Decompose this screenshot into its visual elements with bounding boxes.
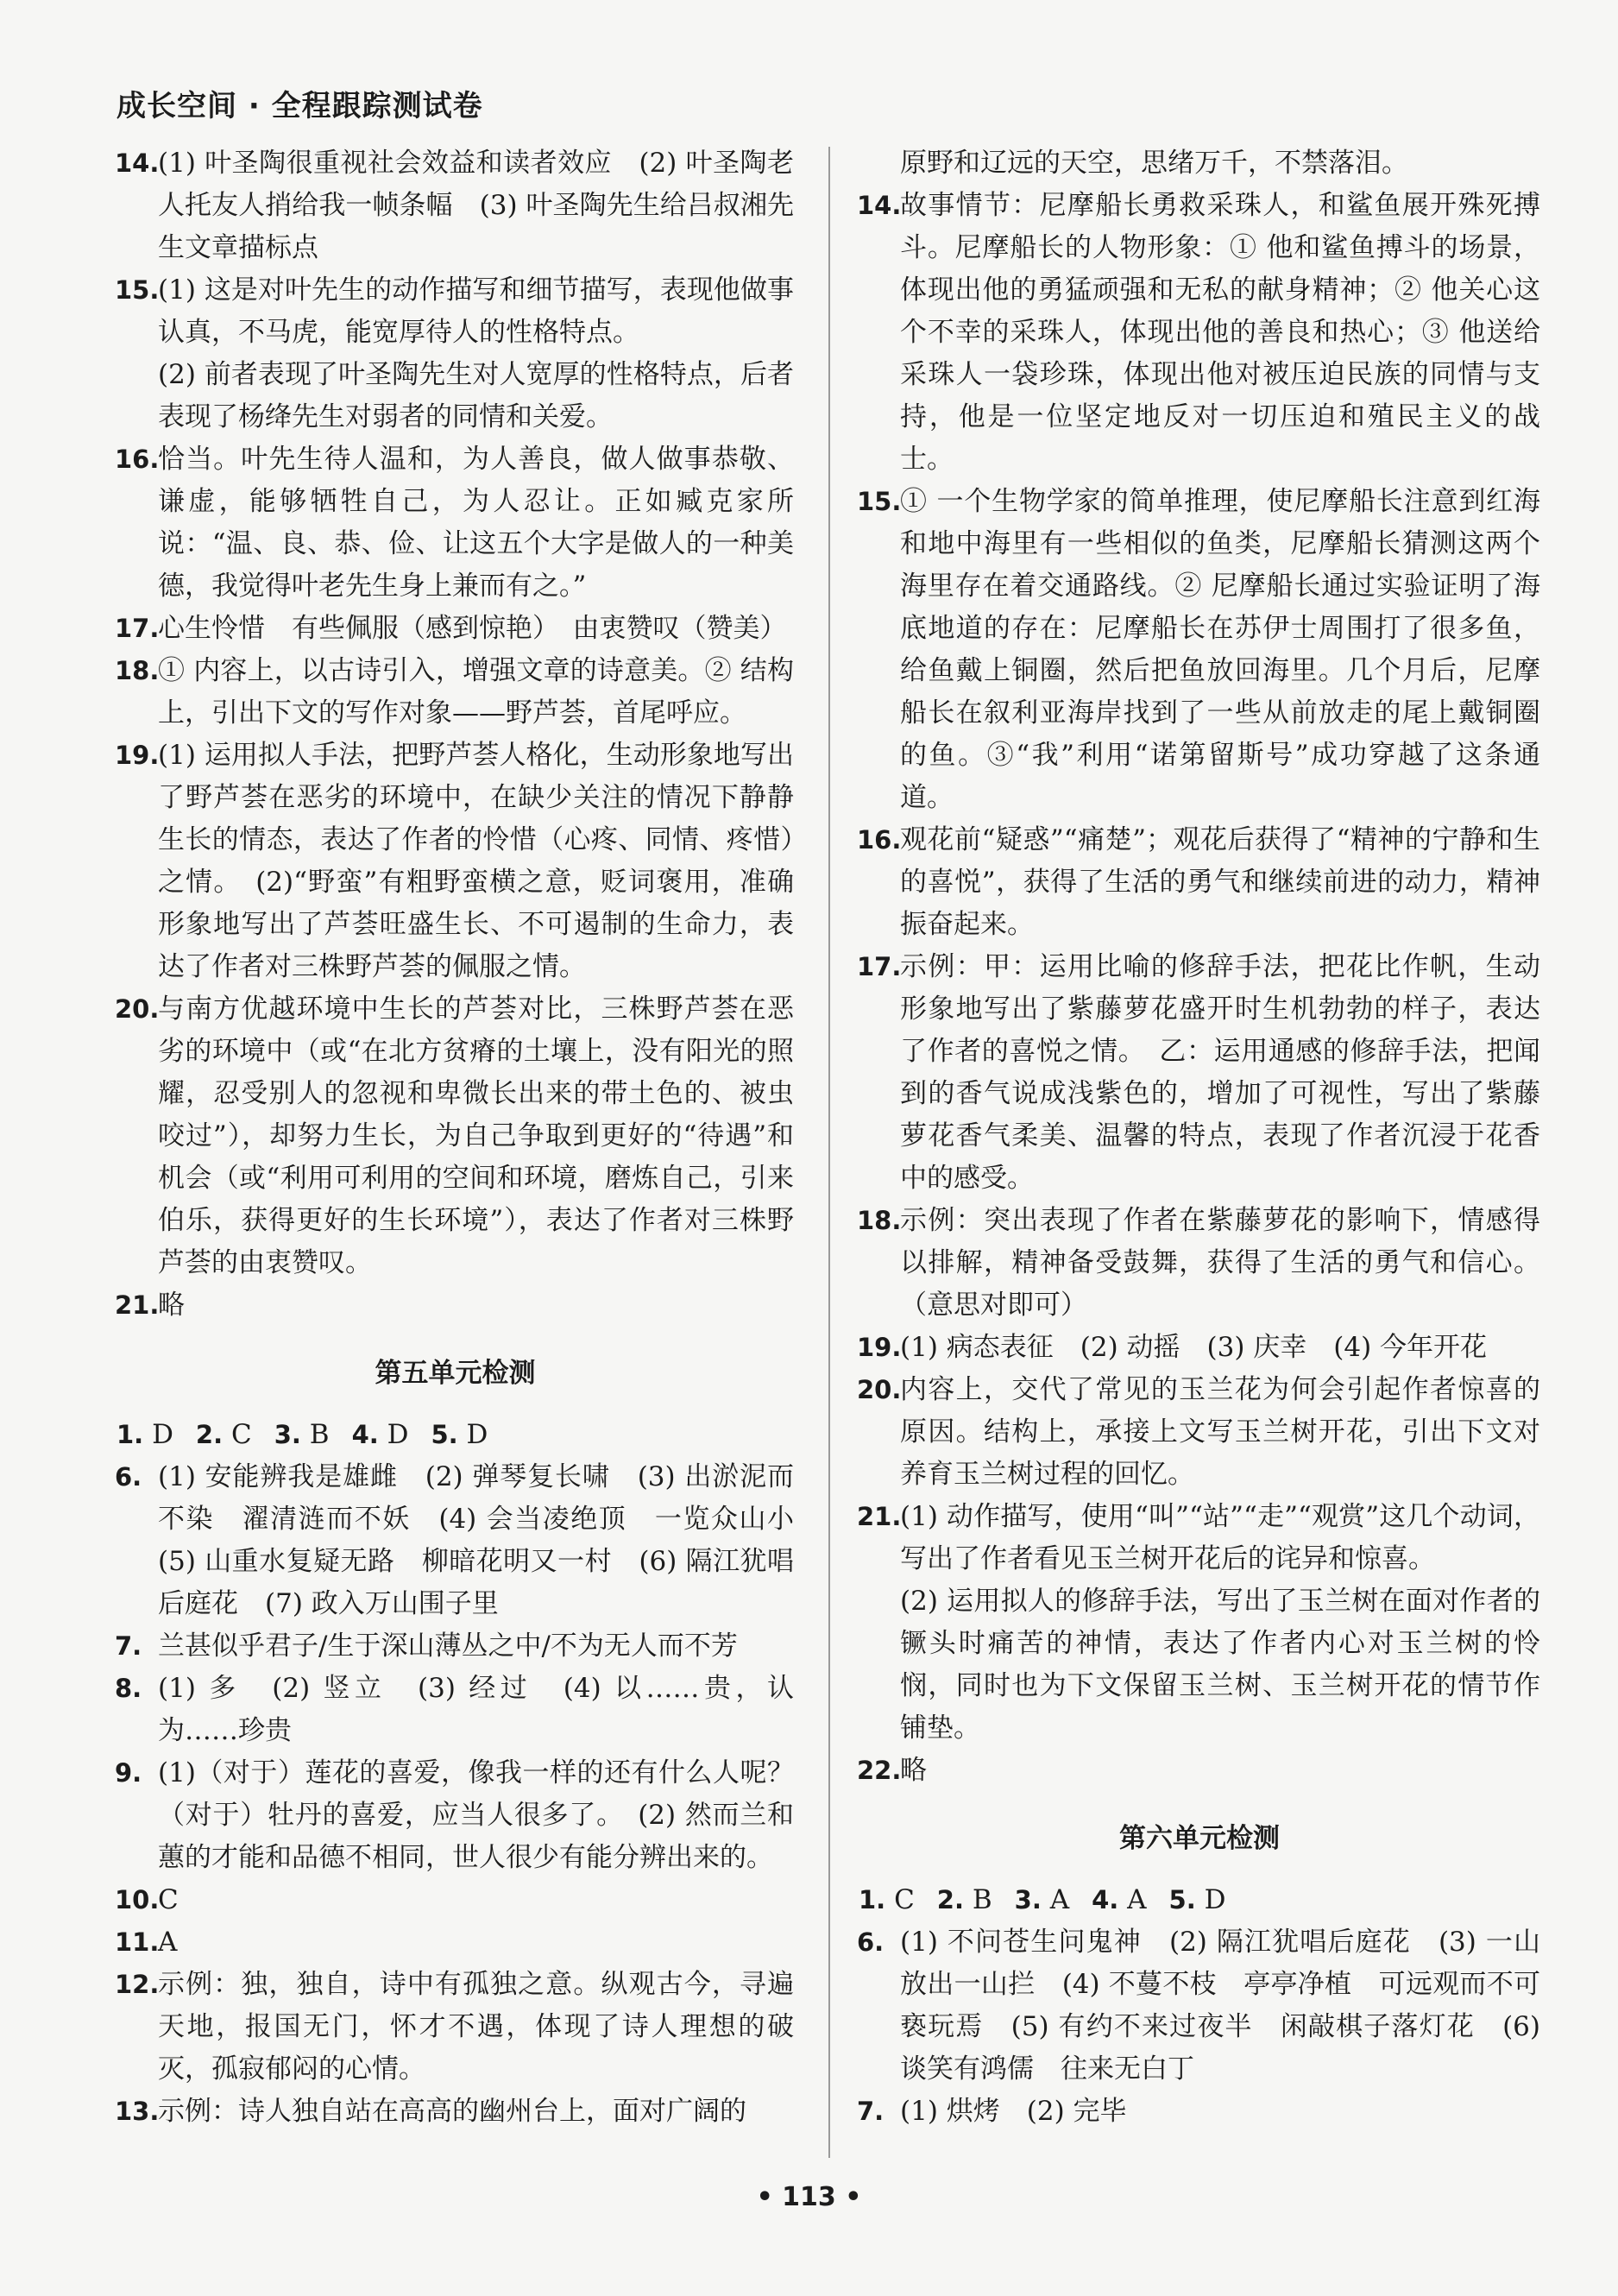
answer-text: 兰甚似乎君子/生于深山薄丛之中/不为无人而不芳: [158, 1631, 738, 1662]
question-number: 17.: [115, 614, 160, 643]
choice-answer: [116, 1419, 173, 1450]
answer-text: (2) 运用拟人的修辞手法，写出了玉兰树在面对作者的镢头时痛苦的神情，表达了作者内心对玉兰树的怜悯，同时也为下文保留玉兰树、玉兰树开花的情节作铺垫。: [900, 1586, 1540, 1744]
choice-letter: D: [1204, 1884, 1226, 1915]
choice-letter: A: [1127, 1884, 1147, 1915]
answer-text: C: [158, 1884, 179, 1915]
answer-item: [859, 1369, 1540, 1496]
answer-item: [116, 1668, 794, 1752]
question-number: 5.: [1168, 1885, 1196, 1914]
question-number: 5.: [431, 1420, 458, 1449]
question-number: 15.: [857, 487, 902, 516]
left-column: [115, 142, 821, 2133]
page-number: • 113 •: [756, 2182, 862, 2212]
choice-letter: D: [152, 1419, 173, 1450]
question-number: 1.: [116, 1420, 144, 1449]
answer-text: (1) 这是对叶先生的动作描写和细节描写，表现他做事认真，不马虎，能宽厚待人的性格特点。: [158, 274, 794, 348]
choice-letter: B: [972, 1884, 992, 1915]
choice-answer: [1092, 1884, 1146, 1915]
answer-item: [859, 185, 1540, 481]
choice-answer: [1169, 1884, 1226, 1915]
section-title: 第五单元检测: [375, 1358, 536, 1389]
question-number: 7.: [857, 2097, 885, 2126]
question-number: 8.: [115, 1674, 142, 1703]
answer-item: [116, 1284, 794, 1327]
answer-text: (1) 动作描写，使用“叫”“站”“走”“观赏”这几个动词，写出了作者看见玉兰树开花后的诧异和惊喜。: [900, 1501, 1540, 1574]
answer-item: [859, 819, 1540, 946]
answer-item: [859, 481, 1540, 819]
answer-text: 示例：诗人独自站在高高的幽州台上，面对广阔的: [158, 2096, 746, 2127]
answer-text: A: [158, 1927, 178, 1958]
answer-item: [859, 1921, 1540, 2091]
question-number: 3.: [274, 1420, 301, 1449]
question-number: 14.: [857, 191, 902, 220]
multiple-choice-answers: [859, 1879, 1540, 1921]
answer-item: [116, 1964, 794, 2091]
question-number: 20.: [115, 994, 160, 1024]
answer-text: (1) 不问苍生问鬼神 (2) 隔江犹唱后庭花 (3) 一山放出一山拦 (4) 不蔓不枝 亭亭净植 可远观而不可亵玩焉 (5) 有约不来过夜半 闲敲棋子落灯花 (6) 谈笑有鸿儒 往来无白丁: [900, 1927, 1540, 2085]
answer-text: 心生怜惜 有些佩服（感到惊艳） 由衷赞叹（赞美）: [158, 613, 787, 644]
answer-item: [859, 1327, 1540, 1369]
continued-text: 原野和辽远的天空，思绪万千，不禁落泪。: [900, 148, 1408, 179]
answer-text: (1) 病态表征 (2) 动摇 (3) 庆幸 (4) 今年开花: [900, 1332, 1488, 1363]
answer-text: (1) 烘烤 (2) 完毕: [900, 2096, 1127, 2127]
answer-item: [859, 1200, 1540, 1327]
answer-item: [116, 650, 794, 735]
question-number: 21.: [857, 1502, 902, 1531]
section-title: 第六单元检测: [1119, 1823, 1280, 1854]
choice-letter: B: [309, 1419, 330, 1450]
question-number: 11.: [115, 1927, 160, 1957]
question-number: 13.: [115, 2097, 160, 2126]
column-divider: [828, 147, 830, 2158]
question-number: 6.: [115, 1462, 142, 1492]
choice-letter: A: [1049, 1884, 1070, 1915]
question-number: 6.: [857, 1927, 885, 1957]
question-number: 2.: [195, 1420, 223, 1449]
choice-letter: C: [230, 1419, 252, 1450]
choice-answer: [937, 1884, 992, 1915]
page-header-title: 成长空间 · 全程跟踪测试卷: [116, 89, 483, 123]
answer-item: [116, 988, 794, 1284]
answer-item: [116, 735, 794, 988]
choice-answer: [859, 1884, 915, 1915]
answer-text: (1)（对于）莲花的喜爱，像我一样的还有什么人呢？（对于）牡丹的喜爱，应当人很多了。 (2) 然而兰和蕙的才能和品德不相同，世人很少有能分辨出来的。: [158, 1757, 794, 1873]
question-number: 17.: [857, 952, 902, 981]
right-column: [859, 142, 1540, 2133]
answer-item: [116, 2091, 794, 2133]
question-number: 18.: [115, 656, 160, 685]
question-number: 22.: [857, 1756, 902, 1785]
answer-item: [859, 1750, 1540, 1792]
choice-answer: [274, 1419, 330, 1450]
choice-answer: [431, 1419, 488, 1450]
choice-letter: D: [387, 1419, 409, 1450]
answer-item: [115, 1456, 821, 1625]
answer-item: [859, 1496, 1540, 1750]
multiple-choice-answers: [116, 1414, 794, 1456]
choice-answer: [352, 1419, 409, 1450]
answer-item: [859, 946, 1540, 1200]
answer-text: 示例：突出表现了作者在紫藤萝花的影响下，情感得以排解，精神备受鼓舞，获得了生活的勇气和信心。（意思对即可）: [900, 1205, 1540, 1321]
question-number: 16.: [857, 825, 902, 855]
question-number: 12.: [115, 1970, 160, 1999]
answer-text: 示例：甲：运用比喻的修辞手法，把花比作帆，生动形象地写出了紫藤萝花盛开时生机勃勃的样子，表达了作者的喜悦之情。 乙：运用通感的修辞手法，把闻到的香气说成浅紫色的，增加了可视性，写出了紫藤萝花香气柔美、温馨的特点，表现了作者沉浸于花香中的感受。: [900, 951, 1540, 1194]
choice-letter: C: [894, 1884, 915, 1915]
answer-text: (2) 前者表现了叶圣陶先生对人宽厚的性格特点，后者表现了杨绛先生对弱者的同情和关爱。: [158, 359, 794, 432]
answer-text: 示例：独，独自，诗中有孤独之意。纵观古今，寻遍天地，报国无门，怀才不遇，体现了诗人理想的破灭，孤寂郁闷的心情。: [158, 1969, 794, 2085]
answer-text: (1) 运用拟人手法，把野芦荟人格化，生动形象地写出了野芦荟在恶劣的环境中，在缺少关注的情况下静静生长的情态，表达了作者的怜惜（心疼、同情、疼惜）之情。 (2)“野蛮”有粗野蛮横之意，贬词褒用，准确形象地写出了芦荟旺盛生长、不可遏制的生命力，表达了作者对三株野芦荟的佩服之情。: [158, 740, 794, 982]
question-number: 1.: [859, 1885, 886, 1914]
answer-item: [116, 1921, 794, 1964]
question-number: 21.: [115, 1290, 160, 1320]
question-number: 19.: [115, 741, 160, 770]
answer-item: [116, 1752, 794, 1879]
answer-item: [116, 269, 794, 438]
answer-item: [116, 1625, 794, 1668]
question-number: 14.: [115, 148, 160, 178]
question-number: 10.: [115, 1885, 160, 1914]
answer-item: [116, 1879, 794, 1921]
answer-item: [116, 608, 794, 650]
answer-text: (1) 叶圣陶很重视社会效益和读者效应 (2) 叶圣陶老人托友人捎给我一帧条幅 (3) 叶圣陶先生给吕叔湘先生文章描标点: [158, 148, 794, 263]
answer-text: 故事情节：尼摩船长勇救采珠人，和鲨鱼展开殊死搏斗。尼摩船长的人物形象：① 他和鲨鱼搏斗的场景，体现出他的勇猛顽强和无私的献身精神；② 他关心这个不幸的采珠人，体现出他的善良和热心；③ 他送给采珠人一袋珍珠，体现出他对被压迫民族的同情与支持，他是一位坚定地反对一切压迫和殖民主义的战士。: [900, 190, 1540, 475]
answer-text: 与南方优越环境中生长的芦荟对比，三株野芦荟在恶劣的环境中（或“在北方贫瘠的土壤上，没有阳光的照耀，忍受别人的忽视和卑微长出来的带土色的、被虫咬过”），却努力生长，为自己争取到更好的“待遇”和机会（或“利用可利用的空间和环境，磨炼自己，引来伯乐，获得更好的生长环境”），表达了作者对三株野芦荟的由衷赞叹。: [158, 993, 794, 1278]
question-number: 20.: [857, 1375, 902, 1404]
question-number: 4.: [1092, 1885, 1119, 1914]
question-number: 3.: [1014, 1885, 1042, 1914]
answer-text: 内容上，交代了常见的玉兰花为何会引起作者惊喜的原因。结构上，承接上文写玉兰树开花，引出下文对养育玉兰树过程的回忆。: [900, 1374, 1540, 1490]
choice-answer: [196, 1419, 252, 1450]
question-number: 2.: [936, 1885, 964, 1914]
answer-text: (1) 多 (2) 竖立 (3) 经过 (4) 以……贵，认为……珍贵: [158, 1673, 794, 1746]
answer-text: 略: [158, 1290, 185, 1321]
question-number: 4.: [351, 1420, 379, 1449]
question-number: 16.: [115, 445, 160, 474]
choice-answer: [1015, 1884, 1069, 1915]
answer-text: ① 内容上，以古诗引入，增强文章的诗意美。② 结构上，引出下文的写作对象——野芦荟，首尾呼应。: [158, 655, 794, 729]
choice-letter: D: [466, 1419, 488, 1450]
answer-item: [116, 142, 794, 269]
question-number: 19.: [857, 1333, 902, 1362]
answer-text: 略: [900, 1755, 927, 1786]
question-number: 18.: [857, 1206, 902, 1235]
answer-item: [116, 438, 794, 608]
answer-item: [859, 2091, 1540, 2133]
question-number: 15.: [115, 275, 160, 305]
answer-text: 恰当。叶先生待人温和，为人善良，做人做事恭敬、谦虚，能够牺牲自己，为人忍让。正如臧克家所说：“温、良、恭、俭、让这五个大字是做人的一种美德，我觉得叶老先生身上兼而有之。”: [158, 444, 794, 602]
answer-text: (1) 安能辨我是雄雌 (2) 弹琴复长啸 (3) 出淤泥而不染 濯清涟而不妖 (4) 会当凌绝顶 一览众山小 (5) 山重水复疑无路 柳暗花明又一村 (6) 隔江犹唱后庭花 (7) 政入万山围子里: [158, 1461, 821, 1619]
answer-text: 观花前“疑惑”“痛楚”；观花后获得了“精神的宁静和生的喜悦”，获得了生活的勇气和继续前进的动力，精神振奋起来。: [900, 824, 1540, 940]
answer-text: ① 一个生物学家的简单推理，使尼摩船长注意到红海和地中海里有一些相似的鱼类，尼摩船长猜测这两个海里存在着交通路线。② 尼摩船长通过实验证明了海底地道的存在：尼摩船长在苏伊士周围打了很多鱼，给鱼戴上铜圈，然后把鱼放回海里。几个月后，尼摩船长在叙利亚海岸找到了一些从前放走的尾上戴铜圈的鱼。③“我”利用“诺第留斯号”成功穿越了这条通道。: [900, 486, 1540, 813]
question-number: 7.: [115, 1631, 142, 1661]
question-number: 9.: [115, 1758, 142, 1788]
